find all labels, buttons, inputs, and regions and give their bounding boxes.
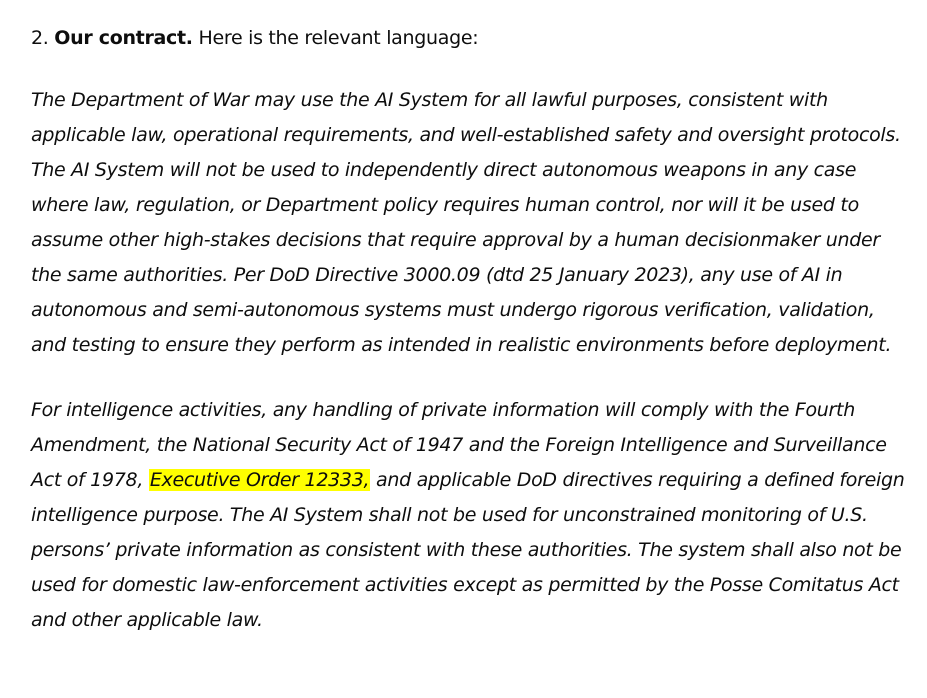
paragraph-2-text-after: and applicable DoD directives requiring a defined foreign intelligence purpose. The AI System shall not be used for unconstrained monitoring of U.S. persons’ private information as consistent with these authorities. The system shall also not be used for domestic law-enforcement activities except as permitted by the Posse Comitatus Act and other applicable law. [31, 469, 905, 631]
section-intro: Here is the relevant language: [198, 27, 479, 49]
paragraph-2-text-before: For intelligence activities, any handling of private information will comply with the Fourth Amendment, the National Security Act of 1947 and the Foreign Intelligence and Surveillance Act of 1978, [31, 399, 887, 491]
contract-paragraph-2 [31, 393, 911, 638]
contract-paragraph-1: The Department of War may use the AI System for all lawful purposes, consistent with applicable law, operational requirements, and well-established safety and oversight protocols. The AI System will not be used to independently direct autonomous weapons in any case where law, regulation, or Department policy requires human control, nor will it be used to assume other high-stakes decisions that require approval by a human decisionmaker under the same authorities. Per DoD Directive 3000.09 (dtd 25 January 2023), any use of AI in autonomous and semi-autonomous systems must undergo rigorous verification, validation, and testing to ensure they perform as intended in realistic environments before deployment. [31, 89, 901, 356]
highlighted-text: Executive Order 12333, [149, 469, 370, 491]
section-number: 2. [31, 27, 49, 49]
section-heading [31, 18, 911, 58]
section-title: Our contract. [54, 27, 193, 49]
document-body [31, 18, 911, 638]
